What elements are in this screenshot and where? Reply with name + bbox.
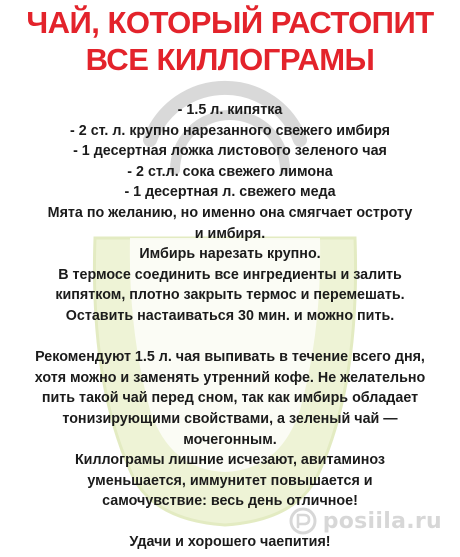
advice-line: хотя можно и заменять утренний кофе. Не желательно xyxy=(34,369,426,386)
posiila-logo-icon xyxy=(289,507,317,535)
advice-line: Рекомендуют 1.5 л. чая выпивать в течение всего дня, xyxy=(35,349,425,366)
mint-note-line: Мята по желанию, но именно она смягчает остроту xyxy=(47,204,413,221)
watermark-logo xyxy=(289,507,442,535)
advice-line: пить такой чай перед сном, так как имбирь обладает xyxy=(41,390,419,407)
ingredient-line: - 1.5 л. кипятка xyxy=(177,102,283,118)
advice-line: мочегонным. xyxy=(183,431,277,448)
step-line: Оставить настаиваться 30 мин. и можно пить. xyxy=(65,307,395,324)
result-line: самочувствие: весь день отличное! xyxy=(102,493,358,510)
result-line: Киллограмы лишние исчезают, авитаминоз xyxy=(74,452,386,469)
paragraph-gap xyxy=(6,327,454,348)
page-title xyxy=(0,4,460,78)
step-line: В термосе соединить все ингредиенты и залить xyxy=(58,266,402,283)
watermark-text: posiila.ru xyxy=(322,508,442,534)
result-line: уменьшается, иммунитет повышается и xyxy=(87,472,373,489)
ingredient-line: - 2 ст. л. крупно нарезанного свежего имбиря xyxy=(70,122,390,139)
ingredient-line: - 2 ст.л. сока свежего лимона xyxy=(127,163,333,180)
advice-line: тонизирующими свойствами, а зеленый чай — xyxy=(62,410,398,427)
step-line: Имбирь нарезать крупно. xyxy=(139,246,321,263)
step-line: кипятком, плотно закрыть термос и перемешать. xyxy=(55,287,405,304)
mint-note-line: и имбиря. xyxy=(194,225,266,242)
ingredient-line: - 1 десертная ложка листового зеленого чая xyxy=(73,143,387,160)
recipe-text xyxy=(6,100,454,553)
closing-line: Удачи и хорошего чаепития! xyxy=(129,534,331,551)
title-line: ВСЕ КИЛЛОГРАМЫ xyxy=(85,42,375,77)
ingredient-line: - 1 десертная л. свежего меда xyxy=(124,184,336,201)
title-line: ЧАЙ, КОТОРЫЙ РАСТОПИТ xyxy=(26,5,434,40)
